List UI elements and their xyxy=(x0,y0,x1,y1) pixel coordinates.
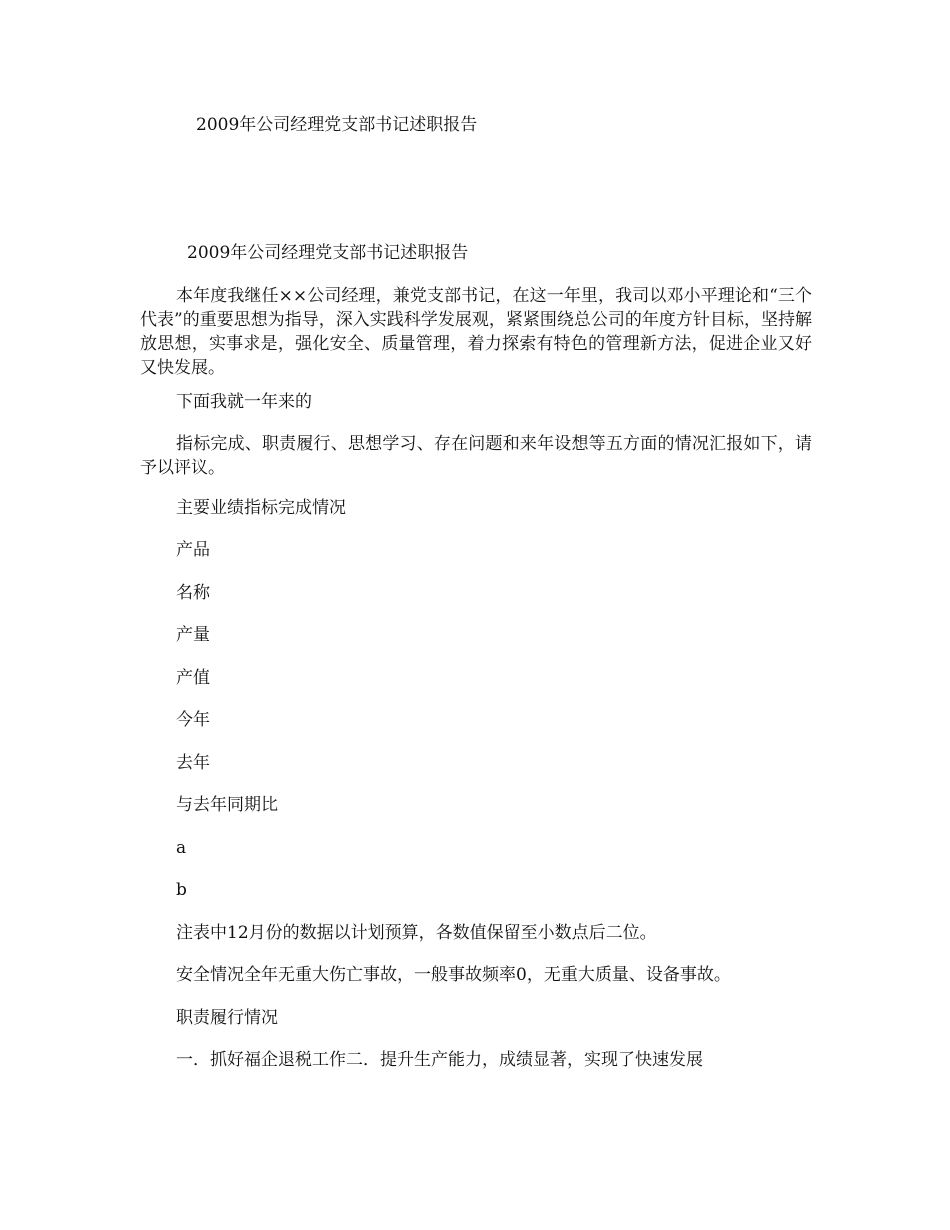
table-label: 名称 xyxy=(176,583,210,603)
safety-statement: 安全情况全年无重大伤亡事故，一般事故频率0，无重大质量、设备事故。 xyxy=(176,965,731,985)
lead-in-text: 下面我就一年来的 xyxy=(176,392,312,412)
table-label: 产量 xyxy=(176,625,210,645)
summary-paragraph: 指标完成、职责履行、思想学习、存在问题和来年设想等五方面的情况汇报如下，请予以评议。 xyxy=(140,434,812,478)
section-heading-duty: 职责履行情况 xyxy=(176,1008,278,1028)
table-label: 今年 xyxy=(176,710,210,730)
section-heading-kpi: 主要业绩指标完成情况 xyxy=(176,498,346,518)
table-label: 与去年同期比 xyxy=(176,795,278,815)
table-label: b xyxy=(176,880,187,900)
document-title-top: 2009年公司经理党支部书记述职报告 xyxy=(196,115,478,135)
document-title: 2009年公司经理党支部书记述职报告 xyxy=(187,243,469,263)
table-label: 产值 xyxy=(176,668,210,688)
table-note: 注表中12月份的数据以计划预算，各数值保留至小数点后二位。 xyxy=(176,923,657,943)
intro-paragraph: 本年度我继任××公司经理，兼党支部书记，在这一年里，我司以邓小平理论和“三个代表”的重要思想为指导，深入实践科学发展观，紧紧围绕总公司的年度方针目标，坚持解放思想，实事求是，强化安全、质量管理，着力探索有特色的管理新方法，促进企业又好又快发展。 xyxy=(140,286,812,378)
table-label: 产品 xyxy=(176,540,210,560)
table-label: 去年 xyxy=(176,753,210,773)
table-label: a xyxy=(176,838,187,858)
duty-items: 一．抓好福企退税工作二．提升生产能力，成绩显著，实现了快速发展 xyxy=(176,1050,703,1070)
